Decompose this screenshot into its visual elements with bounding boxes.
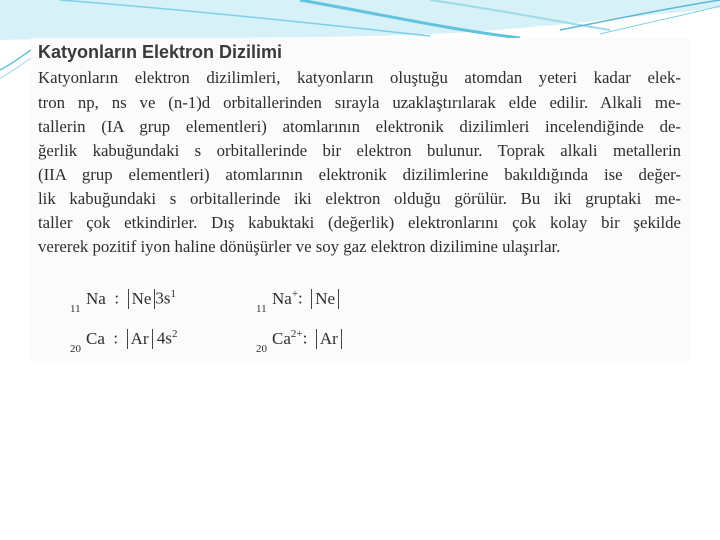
paragraph-line: tron np, ns ve (n-1)d orbitallerinden sırayla uzaklaştırılarak elde edilir. Alkali me- (38, 93, 681, 112)
paragraph-line: vererek pozitif iyon haline dönüşürler ve soy gaz elektron dizilimine ulaşırlar. (38, 237, 561, 256)
paragraph-line: Katyonların elektron dizilimleri, katyonların oluştuğu atomdan yeteri kadar elek- (38, 68, 681, 87)
ca-ion-electron-configuration: 20 $Ca^{2+}$: Ar (272, 328, 342, 349)
na-ion-electron-configuration: 11 Na+: Ne (272, 288, 339, 309)
section-heading: Katyonların Elektron Dizilimi (38, 42, 283, 62)
paragraph-line: taller çok etkindirler. Dış kabuktaki (değerlik) elektronlarını çok kolay bir şekilde (38, 213, 681, 232)
na-electron-configuration: 11 Na : Ne $3s^1$ (70, 288, 177, 315)
paragraph-line: (IIA grup elementleri) atomlarının elektronik dizilimlerine bakıldığında ise değer- (38, 165, 681, 184)
paragraph-line: lik kabuğundaki s orbitallerinde iki elektron olduğu görülür. Bu iki gruptaki me- (38, 189, 681, 208)
ca-electron-configuration: 20 Ca : Ar $4s^2$ (70, 328, 178, 355)
paragraph-line: ğerlik kabuğundaki s orbitallerinde bir elektron bulunur. Toprak alkali metallerin (38, 141, 681, 160)
paragraph-line: tallerin (IA grup elementleri) atomlarının elektronik dizilimleri incelendiğinde de- (38, 117, 681, 136)
